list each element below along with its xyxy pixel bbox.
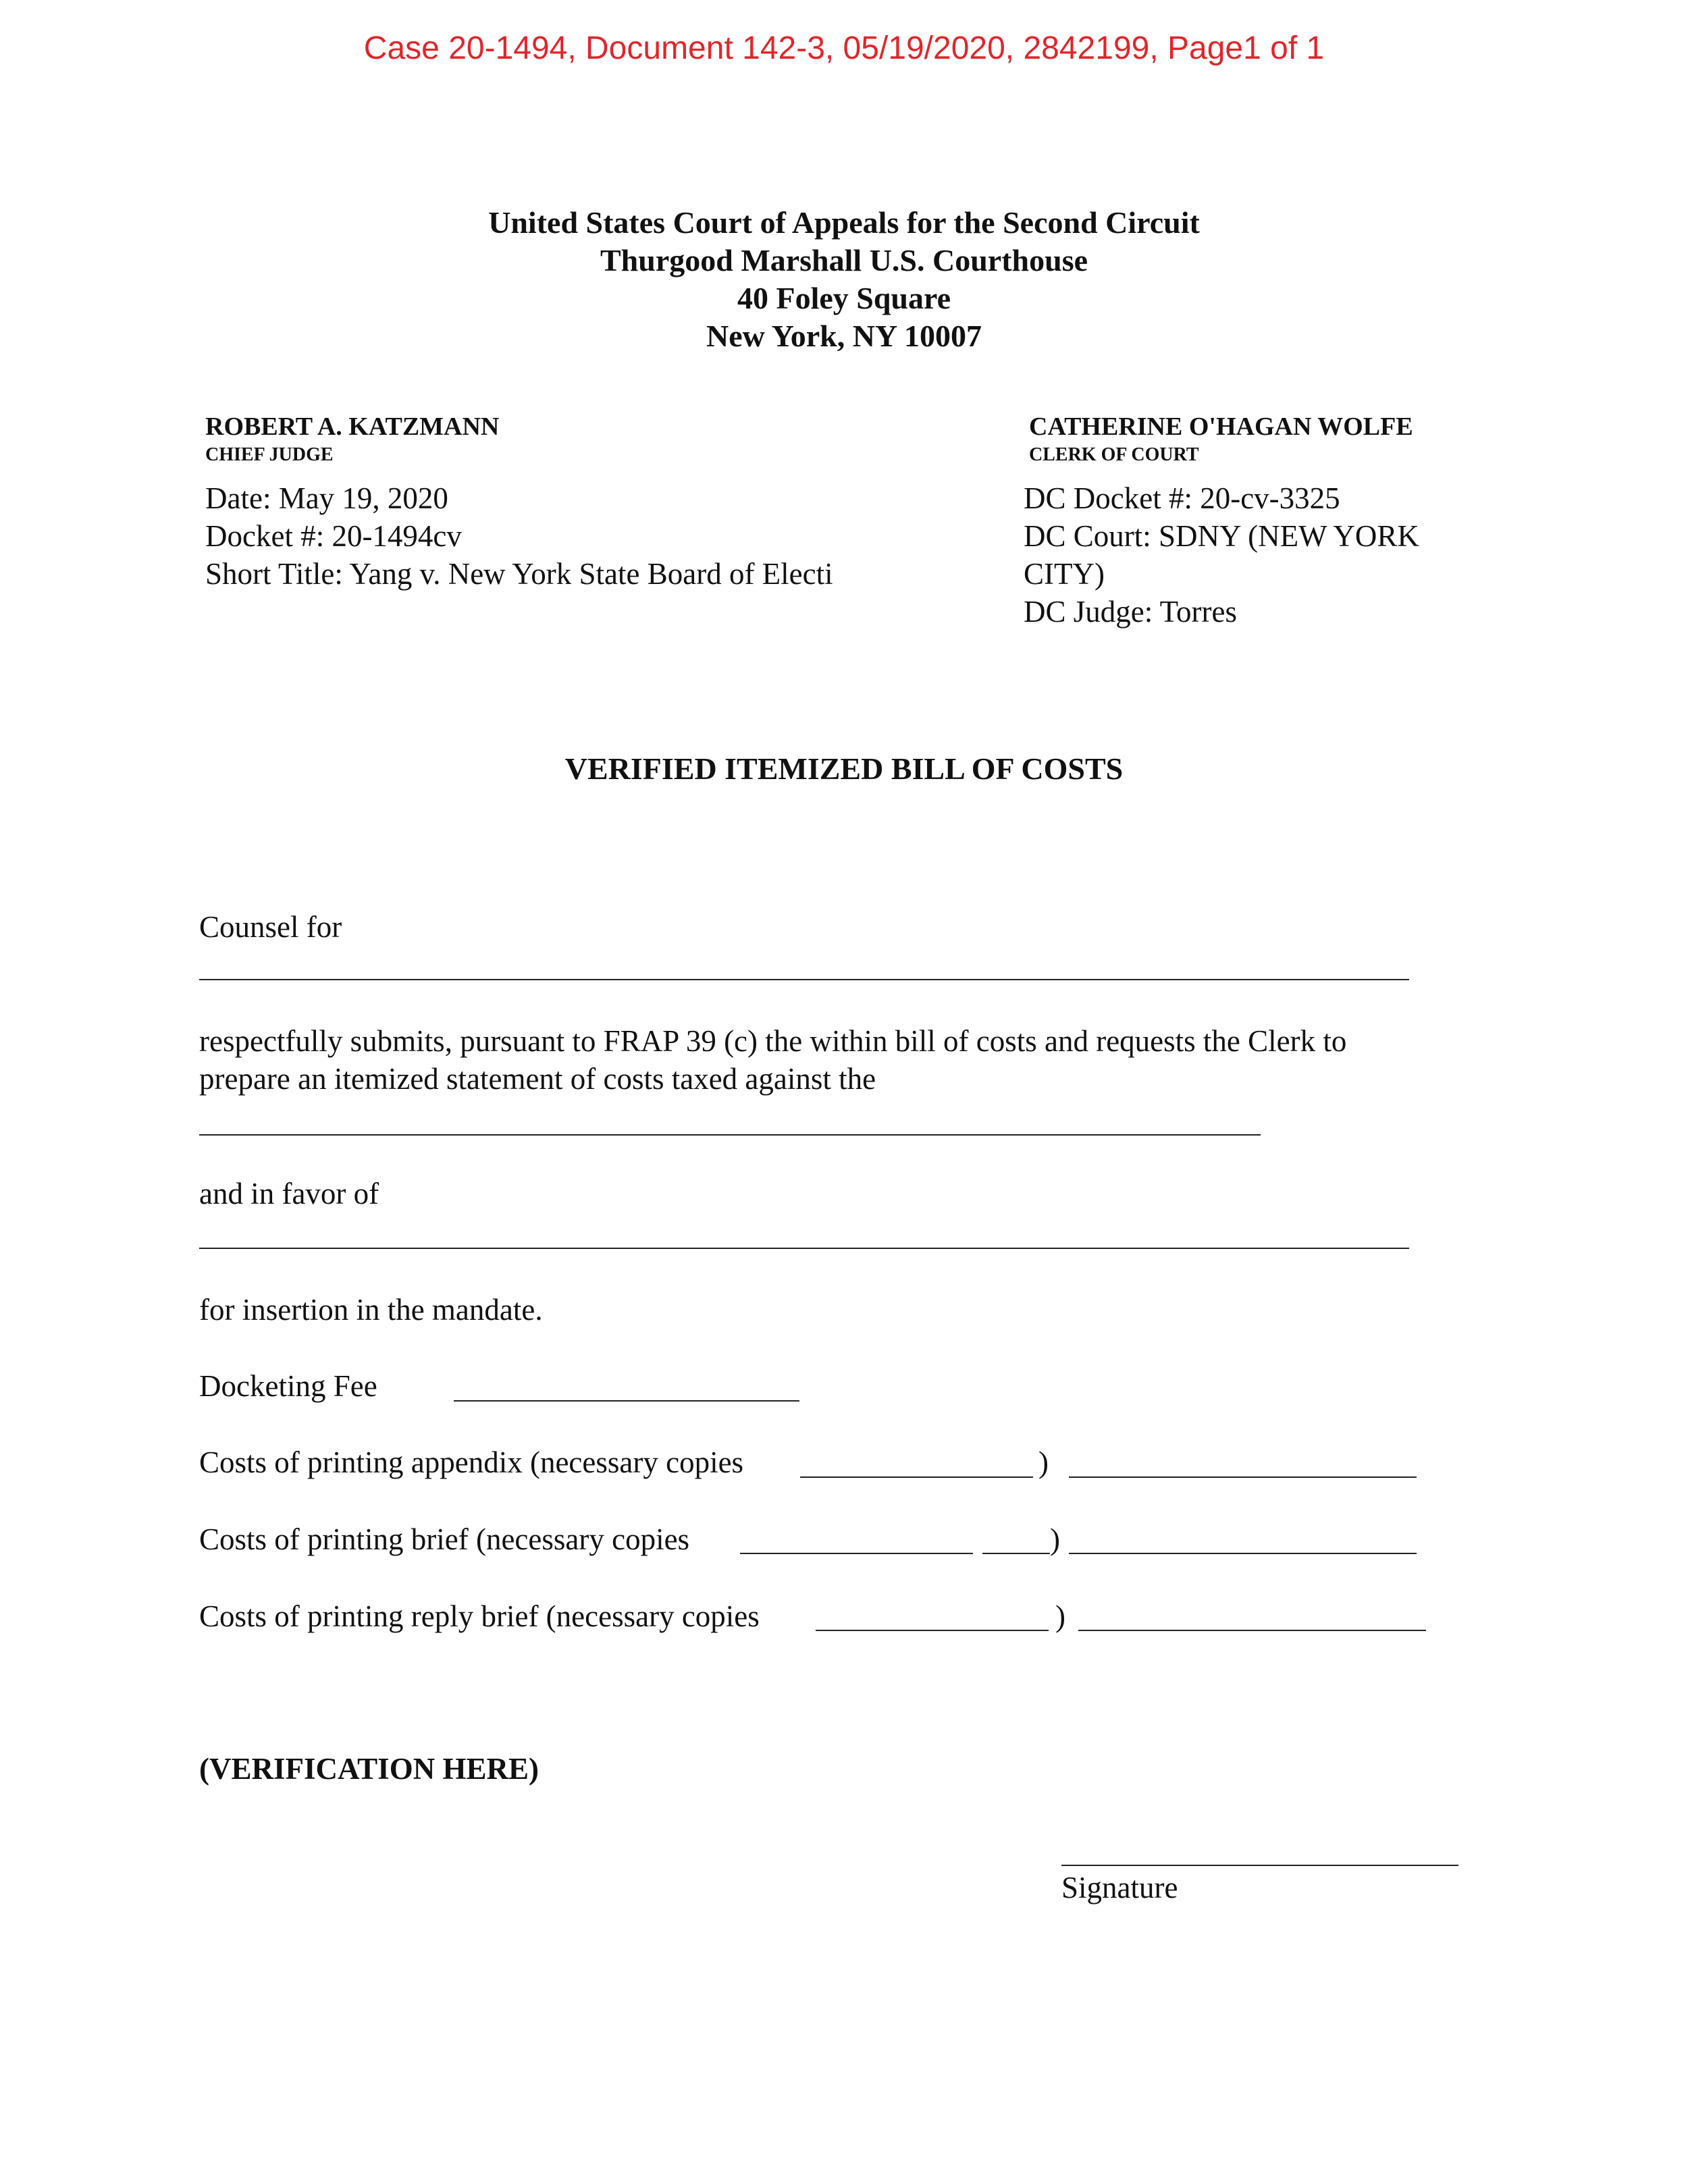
reply-brief-label: Costs of printing reply brief (necessary copies bbox=[199, 1599, 760, 1633]
insertion-text: for insertion in the mandate. bbox=[199, 1293, 543, 1327]
court-header bbox=[0, 204, 1688, 355]
signature-line bbox=[1061, 1865, 1458, 1866]
counsel-for-line bbox=[199, 979, 1409, 980]
appendix-cost-line bbox=[1069, 1476, 1417, 1478]
brief-copies-line-extra bbox=[982, 1553, 1050, 1554]
case-date: Date: May 19, 2020 bbox=[205, 481, 448, 515]
appendix-label: Costs of printing appendix (necessary copies bbox=[199, 1445, 744, 1479]
brief-cost-line bbox=[1069, 1553, 1417, 1554]
reply-brief-paren: ) bbox=[1055, 1599, 1065, 1633]
court-name: United States Court of Appeals for the Second Circuit bbox=[488, 205, 1200, 240]
document-heading: VERIFIED ITEMIZED BILL OF COSTS bbox=[564, 751, 1124, 786]
clerk-title: CLERK OF COURT bbox=[1029, 444, 1199, 465]
counsel-for-label: Counsel for bbox=[199, 910, 342, 944]
submits-text bbox=[199, 1022, 1346, 1098]
signature-label: Signature bbox=[1061, 1871, 1178, 1905]
reply-brief-copies-line bbox=[816, 1630, 1049, 1631]
courthouse-name: Thurgood Marshall U.S. Courthouse bbox=[600, 243, 1088, 277]
case-info bbox=[205, 479, 833, 593]
in-favor-line bbox=[199, 1248, 1409, 1249]
clerk-name: CATHERINE O'HAGAN WOLFE bbox=[1029, 412, 1413, 441]
case-docket: Docket #: 20-1494cv bbox=[205, 519, 462, 553]
submits-line-1: respectfully submits, pursuant to FRAP 39 (c) the within bill of costs and requests the Clerk to bbox=[199, 1024, 1347, 1058]
verification-placeholder: (VERIFICATION HERE) bbox=[199, 1752, 539, 1786]
appendix-paren: ) bbox=[1038, 1445, 1049, 1479]
brief-label: Costs of printing brief (necessary copies bbox=[199, 1522, 690, 1556]
dc-court: DC Court: SDNY (NEW YORK bbox=[1024, 519, 1419, 553]
chief-judge-title: CHIEF JUDGE bbox=[205, 444, 334, 465]
taxed-against-line bbox=[199, 1134, 1261, 1136]
in-favor-label: and in favor of bbox=[199, 1177, 379, 1210]
court-city: New York, NY 10007 bbox=[706, 319, 982, 353]
submits-line-2: prepare an itemized statement of costs taxed against the bbox=[199, 1062, 876, 1096]
dc-info bbox=[1024, 479, 1419, 631]
court-street: 40 Foley Square bbox=[737, 281, 951, 315]
dc-judge: DC Judge: Torres bbox=[1024, 595, 1237, 629]
case-short-title: Short Title: Yang v. New York State Board of Electi bbox=[205, 557, 833, 591]
docketing-fee-label: Docketing Fee bbox=[199, 1369, 377, 1403]
chief-judge-name: ROBERT A. KATZMANN bbox=[205, 412, 500, 441]
appendix-copies-line bbox=[800, 1476, 1033, 1478]
dc-court-continued: CITY) bbox=[1024, 557, 1105, 591]
reply-brief-cost-line bbox=[1078, 1630, 1426, 1631]
brief-copies-line bbox=[740, 1553, 973, 1554]
docketing-fee-line bbox=[454, 1400, 799, 1402]
brief-paren: ) bbox=[1050, 1522, 1060, 1556]
case-stamp: Case 20-1494, Document 142-3, 05/19/2020, 2842199, Page1 of 1 bbox=[363, 30, 1325, 66]
dc-docket: DC Docket #: 20-cv-3325 bbox=[1024, 481, 1340, 515]
